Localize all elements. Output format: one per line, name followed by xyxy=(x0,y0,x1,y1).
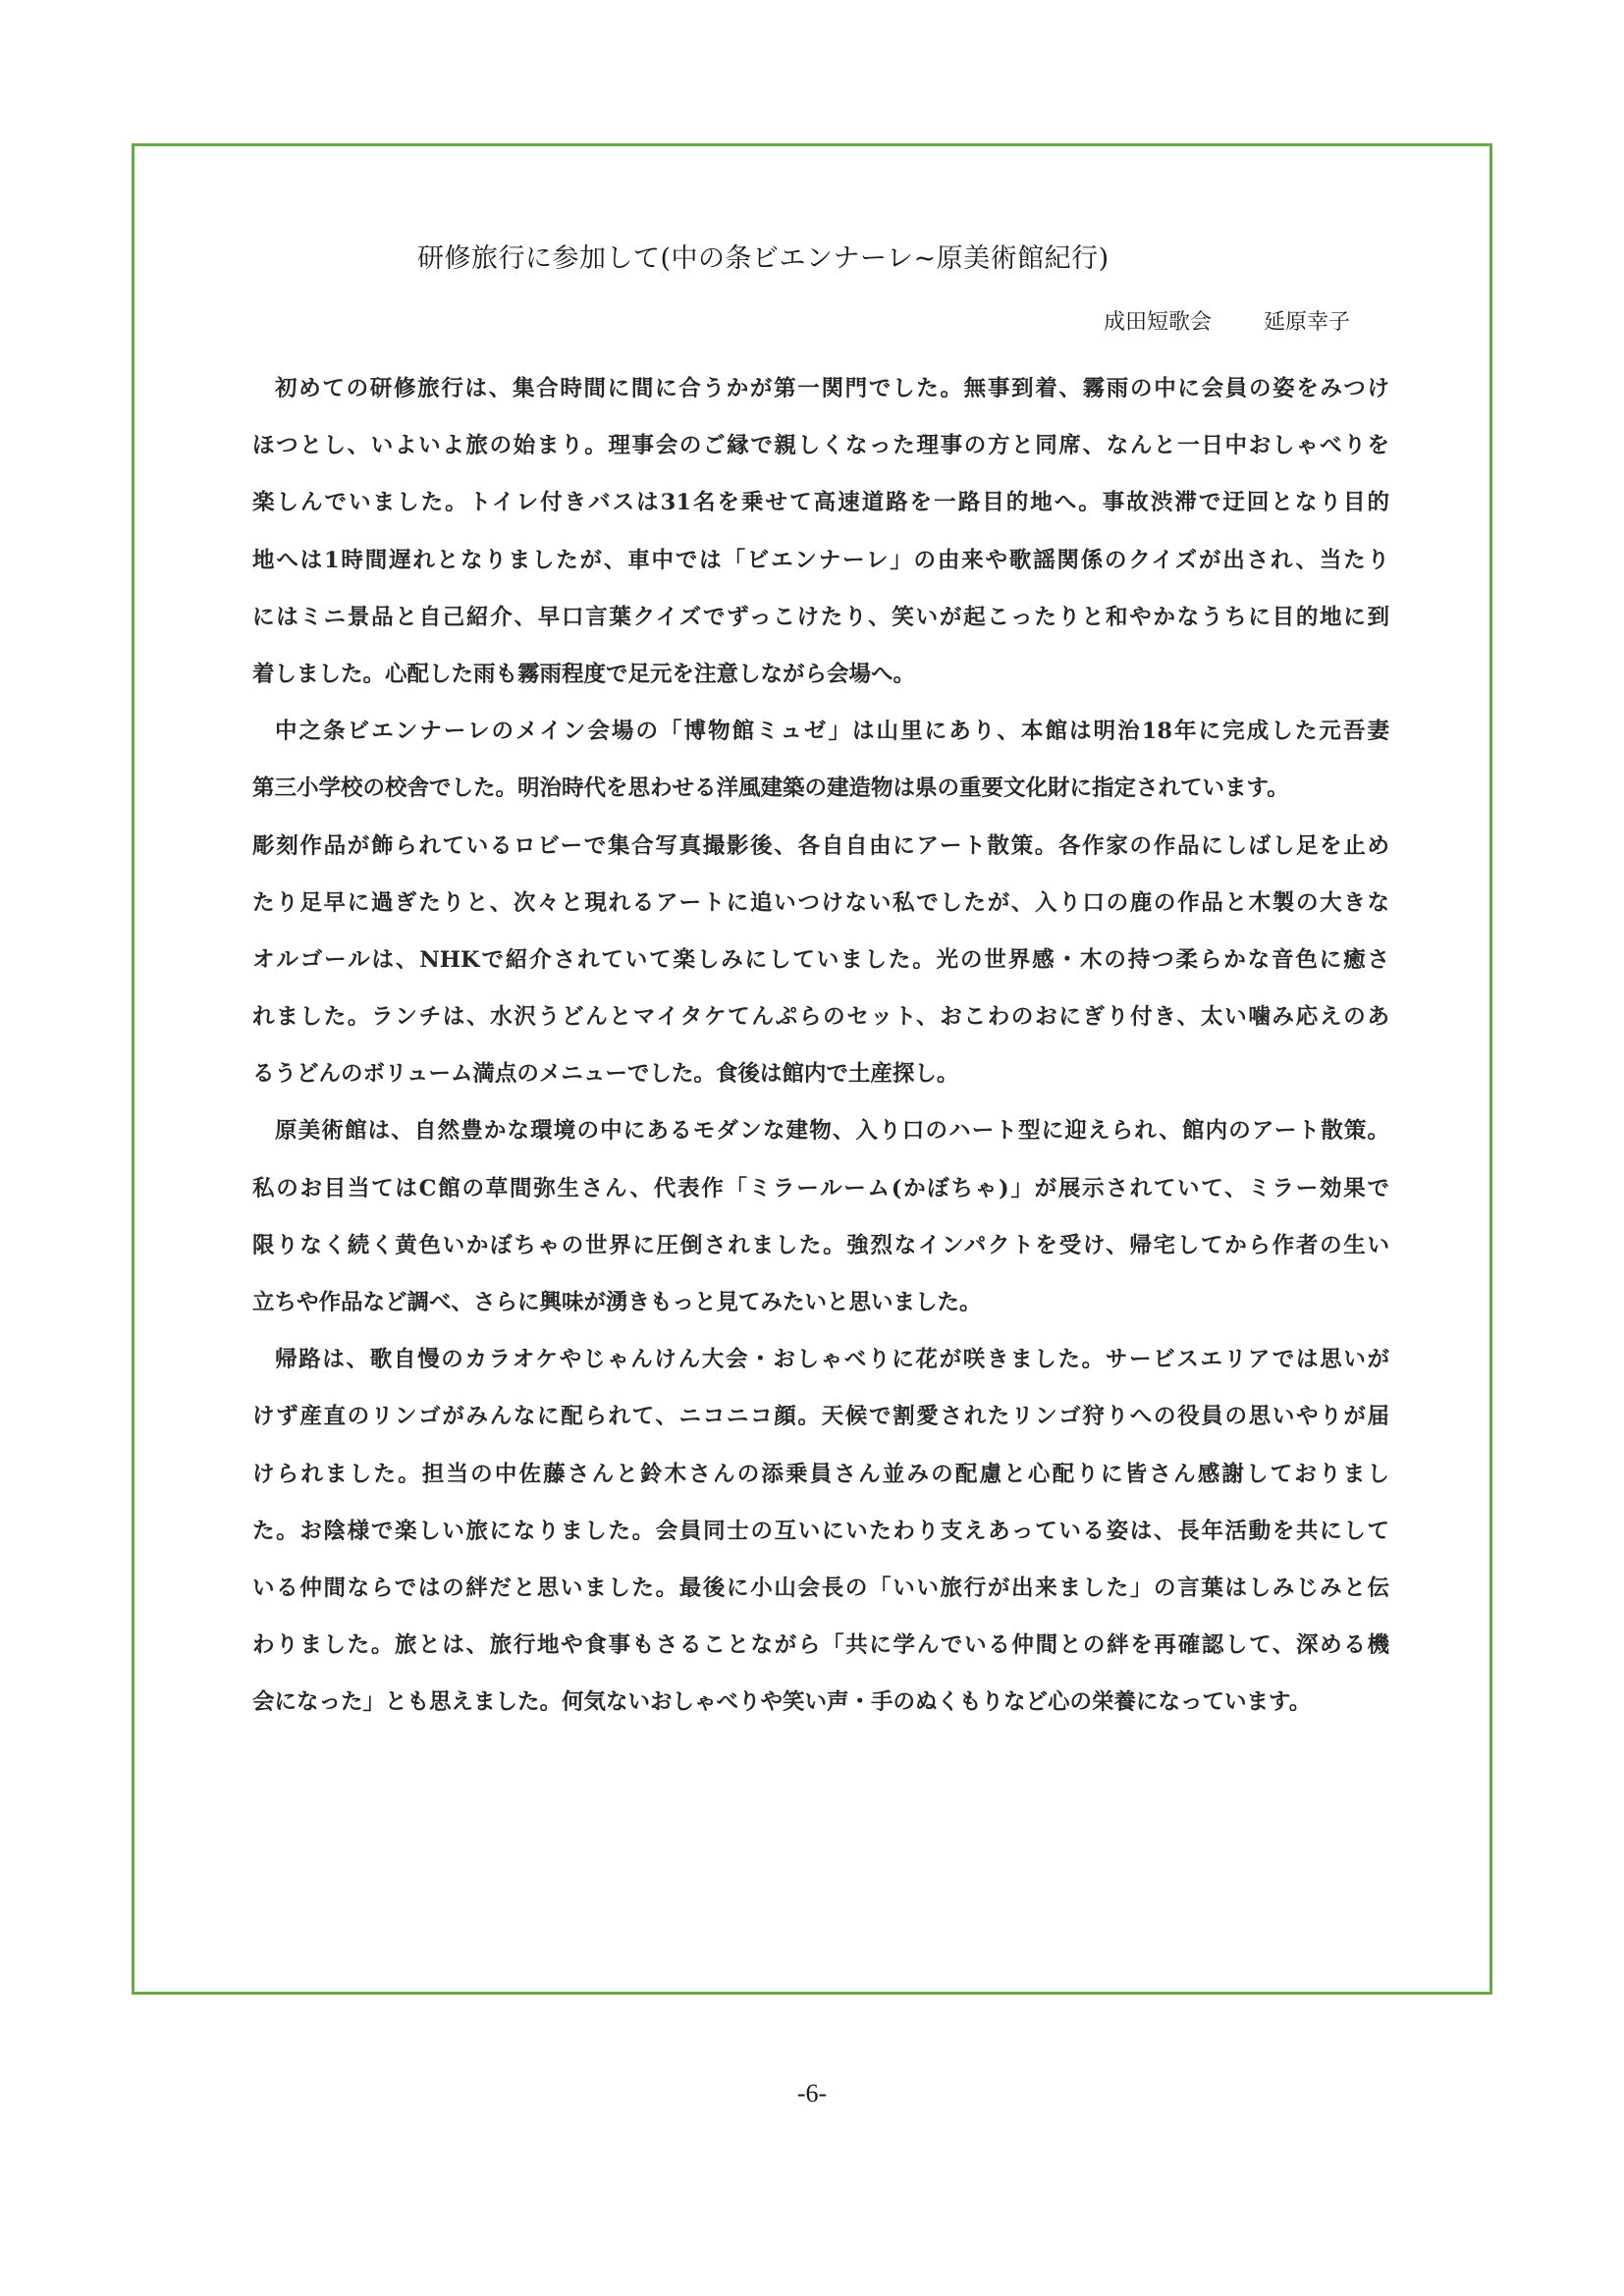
author-line xyxy=(1104,305,1350,336)
article-body xyxy=(252,360,1389,1732)
article-frame xyxy=(132,143,1492,1995)
body-line: れました。ランチは、水沢うどんとマイタケてんぷらのセット、おこわのおにぎり付き、太い噛み応えのあ xyxy=(252,1004,1389,1031)
body-line: 原美術館は、自然豊かな環境の中にあるモダンな建物、入り口のハート型に迎えられ、館内のアート散策。 xyxy=(275,1118,1389,1145)
body-line: 彫刻作品が飾られているロビーで集合写真撮影後、各自自由にアート散策。各作家の作品にしばし足を止め xyxy=(252,832,1389,859)
body-line: 立ちや作品など調べ、さらに興味が湧きもっと見てみたいと思いました。 xyxy=(252,1290,982,1315)
body-line: 私のお目当てはC館の草間弥生さん、代表作「ミラールーム(かぼちゃ)」が展示されていて、ミラー効果で xyxy=(252,1175,1389,1201)
body-line: 限りなく続く黄色いかぼちゃの世界に圧倒されました。強烈なインパクトを受け、帰宅してから作者の生い xyxy=(252,1232,1389,1258)
body-line: 楽しんでいました。トイレ付きバスは31名を乗せて高速道路を一路目的地へ。事故渋滞で迂回となり目的 xyxy=(252,490,1389,516)
body-line: にはミニ景品と自己紹介、早口言葉クイズでずっこけたり、笑いが起こったりと和やかなうちに目的地に到 xyxy=(252,604,1389,630)
body-line: オルゴールは、NHKで紹介されていて楽しみにしていました。光の世界感・木の持つ柔らかな音色に癒さ xyxy=(252,946,1389,973)
body-line: 着しました。心配した雨も霧雨程度で足元を注意しながら会場へ。 xyxy=(252,661,916,687)
body-line: いる仲間ならではの絆だと思いました。最後に小山会長の「いい旅行が出来ました」の言葉はしみじみと伝 xyxy=(252,1575,1389,1601)
article-title: 研修旅行に参加して(中の条ビエンナーレ~原美術館紀行) xyxy=(417,243,1110,274)
body-line: たり足早に過ぎたりと、次々と現れるアートに追いつけない私でしたが、入り口の鹿の作品と木製の大きな xyxy=(252,889,1389,916)
author-organization: 成田短歌会 xyxy=(1103,310,1212,335)
body-line: 第三小学校の校舎でした。明治時代を思わせる洋風建築の建造物は県の重要文化財に指定されています。 xyxy=(252,775,1289,802)
body-line: わりました。旅とは、旅行地や食事もさることながら「共に学んでいる仲間との絆を再確認して、深める機 xyxy=(252,1632,1389,1659)
body-line: るうどんのボリューム満点のメニューでした。食後は館内で土産探し。 xyxy=(252,1061,959,1088)
author-name: 延原幸子 xyxy=(1263,310,1350,335)
body-line: 初めての研修旅行は、集合時間に間に合うかが第一関門でした。無事到着、霧雨の中に会員の姿をみつけ xyxy=(275,376,1389,401)
page-number: -6- xyxy=(796,2079,828,2108)
body-line: た。お陰様で楽しい旅になりました。会員同士の互いにいたわり支えあっている姿は、長年活動を共にして xyxy=(252,1518,1389,1544)
body-line: 帰路は、歌自慢のカラオケやじゃんけん大会・おしゃべりに花が咲きました。サービスエリアでは思いが xyxy=(275,1347,1389,1373)
body-line: 会になった」とも思えました。何気ないおしゃべりや笑い声・手のぬくもりなど心の栄養になっています。 xyxy=(252,1689,1312,1716)
body-line: けず産直のリンゴがみんなに配られて、ニコニコ顔。天候で割愛されたリンゴ狩りへの役員の思いやりが届 xyxy=(252,1404,1389,1430)
body-line: 中之条ビエンナーレのメイン会場の「博物館ミュゼ」は山里にあり、本館は明治18年に完成した元吾妻 xyxy=(275,719,1389,745)
body-line: 地へは1時間遅れとなりましたが、車中では「ビエンナーレ」の由来や歌謡関係のクイズが出され、当たり xyxy=(252,547,1389,573)
body-line: ほつとし、いよいよ旅の始まり。理事会のご縁で親しくなった理事の方と同席、なんと一日中おしゃべりを xyxy=(252,433,1389,459)
body-line: けられました。担当の中佐藤さんと鈴木さんの添乗員さん並みの配慮と心配りに皆さん感謝しておりまし xyxy=(252,1461,1389,1487)
